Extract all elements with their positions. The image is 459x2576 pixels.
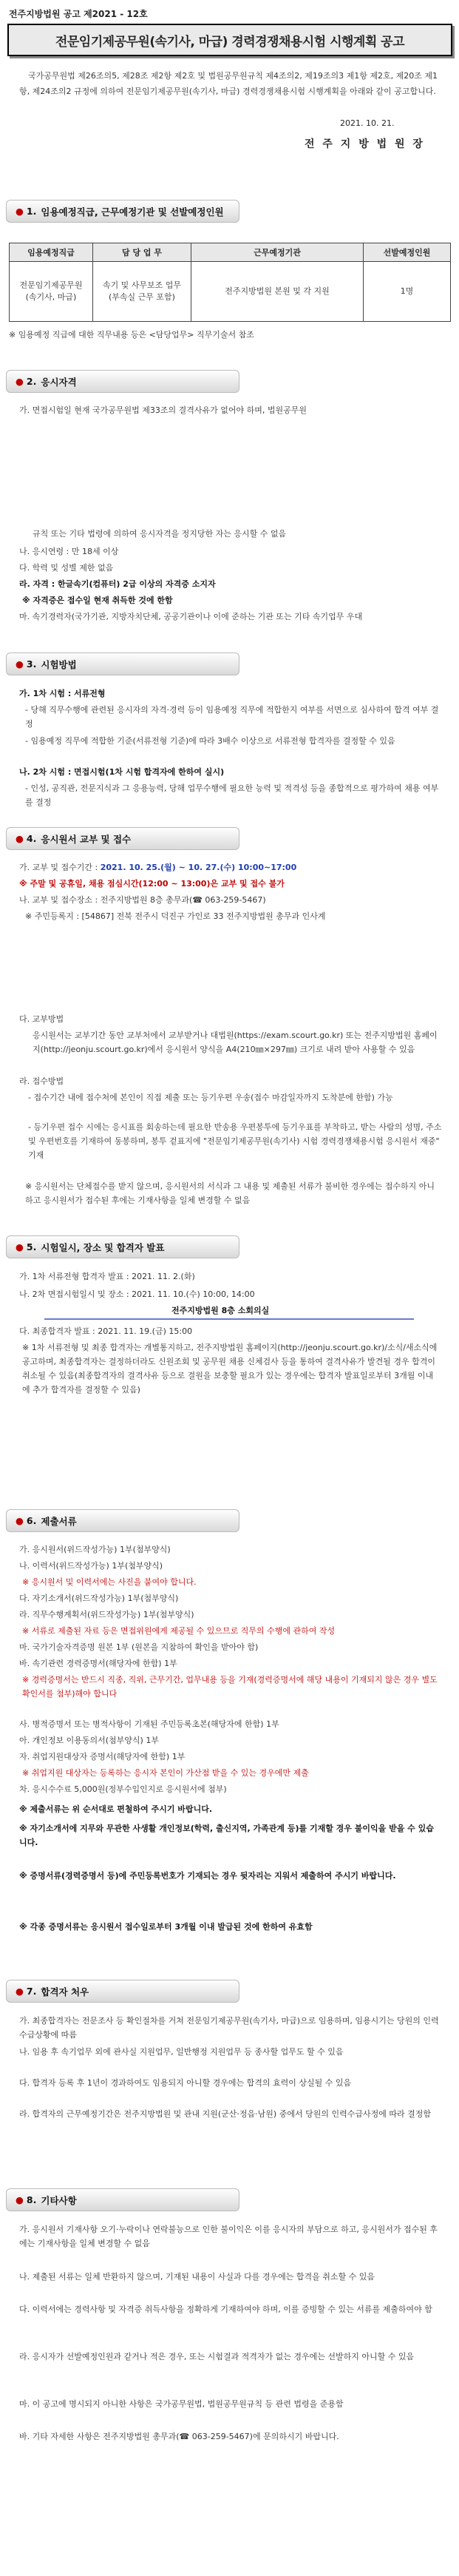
section-title: 응시자격 [41, 376, 77, 388]
etc-c: 다. 이력서에는 경력사항 및 자격증 취득사항을 정확하게 기재하여야 하며, 이를 증빙할 수 있는 서류를 제출하여야 함 [19, 2304, 432, 2314]
section-number: 3. [26, 658, 37, 670]
etc-e: 마. 이 공고에 명시되지 아니한 사항은 국가공무원법, 법원공무원규칙 등 관련 법령을 준용함 [19, 2399, 344, 2409]
eligibility-f: ※ 자격증은 접수일 현재 취득한 것에 한함 [22, 596, 173, 605]
divider [44, 1318, 414, 1320]
section-number: 4. [26, 833, 37, 844]
table-row [10, 262, 451, 322]
etc-d: 라. 응시자가 선발예정인원과 같거나 적은 경우, 또는 시험결과 적격자가 없는 경우에는 선발하지 아니할 수 있음 [19, 2352, 415, 2361]
table-cell: 1명 [364, 262, 451, 322]
bullet-icon: ● [16, 658, 24, 670]
treatment-c: 다. 합격자 등록 후 1년이 경과하여도 임용되지 아니할 경우에는 합격의 효력이 상실될 수 있음 [19, 2078, 352, 2088]
doc-r: ※ 각종 증명서류는 응시원서 접수일로부터 3개월 이내 발급된 것에 한하여 유효함 [19, 1922, 313, 1932]
notice-id: 전주지방법원 공고 제2021 - 12호 [9, 9, 148, 19]
doc-h: 바. 속기관련 경력증명서(해당자에 한함) 1부 [19, 1659, 177, 1668]
schedule-a: 가. 1차 서류전형 합격자 발표 : 2021. 11. 2.(화) [19, 1272, 195, 1281]
section-title: 기타사항 [41, 2194, 77, 2206]
section-title: 합격자 처우 [41, 1986, 89, 1997]
etc-a: 가. 응시원서 기재사항 오기·누락이나 연락불능으로 인한 불이익은 이를 응시자의 부담으로 하고, 응시원서가 접수된 후에는 기재사항을 일체 변경할 수 없음 [19, 2225, 438, 2248]
doc-f: ※ 서류로 제출된 자료 등은 면접위원에게 제공될 수 있으므로 직무의 수행에 관하여 작성 [22, 1626, 336, 1636]
method-d: 나. 2차 시험 : 면접시험(1차 시험 합격자에 한하여 실시) [19, 767, 225, 777]
bullet-icon: ● [16, 1241, 24, 1252]
doc-i: ※ 경력증명서는 반드시 직종, 직위, 근무기간, 업무내용 등을 기재(경력증명서에 해당 내용이 기재되지 않은 경우 별도 확인서를 첨부)해야 합니다 [22, 1675, 438, 1699]
section-header [6, 1235, 239, 1258]
bullet-icon: ● [16, 376, 24, 387]
eligibility-e: 라. 자격 : 한글속기(컴퓨터) 2급 이상의 자격증 소지자 [19, 579, 216, 589]
method-b: - 당해 직무수행에 관련된 응시자의 자격·경력 등이 임용예정 직무에 적합한지 여부를 서면으로 심사하여 합격 여부 결정 [25, 705, 439, 729]
application-a-label: 가. 교부 및 접수기간 : [19, 863, 98, 872]
doc-b: 나. 이력서(위드작성가능) 1부(첨부양식) [19, 1561, 163, 1571]
section-header [6, 653, 239, 675]
doc-n: 차. 응시수수료 5,000원(정부수입인지로 응시원서에 첨부) [19, 1784, 227, 1794]
section-number: 8. [26, 2194, 37, 2205]
application-h: - 접수기간 내에 접수처에 본인이 직접 제출 또는 등기우편 우송(접수 마감일자까지 도착분에 한함) 가능 [28, 1093, 393, 1102]
schedule-b: 나. 2차 면접시험일시 및 장소 : 2021. 11. 10.(수) 10:00, 14:00 [19, 1289, 255, 1299]
doc-c: ※ 응시원서 및 이력서에는 사진을 붙여야 합니다. [22, 1577, 197, 1587]
schedule-d: ※ 1차 서류전형 및 최종 합격자는 개별통지하고, 전주지방법원 홈페이지(http://jeonju.scourt.go.kr)/소식/새소식에 공고하며, 최종합격자는 결정하더라도 신원조회 및 공무원 채용 신체검사 등을 통하여 결격사유가 발견될 경우 합격이 취소될 수 있음(최종합격자의 결격사유 등으로 결원을 보충할 필요가 있는 경우에는 합격자 발표일로부터 3개월 이내에 추가 합격자를 결정할 수 있음) [22, 1343, 438, 1395]
table-header: 선발예정인원 [364, 243, 451, 262]
application-c: 나. 교부 및 접수장소 : 전주지방법원 8층 총무과(☎ 063-259-5467) [19, 895, 266, 905]
application-a-value: 2021. 10. 25.(월) ~ 10. 27.(수) 10:00~17:00 [100, 863, 297, 872]
table-header: 담 당 업 무 [93, 243, 191, 262]
doc-a: 가. 응시원서(위드작성가능) 1부(첨부양식) [19, 1545, 171, 1554]
bullet-icon: ● [16, 1515, 24, 1526]
doc-o: ※ 제출서류는 위 순서대로 편철하여 주시기 바랍니다. [19, 1804, 212, 1814]
section-header [6, 2188, 239, 2211]
application-i: - 등기우편 접수 시에는 응시표를 회송하는데 필요한 반송용 우편봉투에 등기우표를 부착하고, 받는 사람의 성명, 주소 및 우편번호를 기재하여 동봉하며, 봉투 겉표지에 "전문임기제공무원(속기사) 시험 경력경쟁채용시험 응시원서 재중" 기재 [28, 1122, 442, 1160]
positions-table [9, 243, 451, 322]
method-e: - 인성, 공직관, 전문지식과 그 응용능력, 당해 업무수행에 필요한 능력 및 적격성 등을 종합적으로 평가하여 채용 여부를 결정 [25, 783, 439, 807]
doc-m: ※ 취업지원 대상자는 등록하는 응시자 본인이 가산점 받을 수 있는 경우에만 제출 [22, 1768, 309, 1778]
application-g: 라. 접수방법 [19, 1076, 64, 1086]
method-a: 가. 1차 시험 : 서류전형 [19, 689, 106, 698]
eligibility-g: 마. 속기경력자(국가기관, 지방자치단체, 공공기관이나 이에 준하는 기관 또는 기타 속기업무 우대 [19, 612, 363, 621]
section-title: 임용예정직급, 근무예정기관 및 선발예정인원 [41, 206, 224, 218]
section-number: 7. [26, 1986, 37, 1997]
application-b: ※ 주말 및 공휴일, 채용 점심시간(12:00 ~ 13:00)은 교부 및 접수 불가 [19, 879, 285, 889]
application-a [19, 860, 296, 874]
section-number: 1. [26, 206, 37, 217]
section-title: 시험일시, 장소 및 합격자 발표 [41, 1241, 165, 1253]
application-d: ※ 주민등록지 : [54867] 전북 전주시 덕진구 가인로 33 전주지방법원 총무과 인사계 [25, 911, 326, 921]
section-title: 응시원서 교부 및 접수 [41, 833, 132, 845]
doc-l: 자. 취업지원대상자 증명서(해당자에 한함) 1부 [19, 1752, 186, 1761]
eligibility-a: 가. 면접시험일 현재 국가공무원법 제33조의 결격사유가 없어야 하며, 법원공무원 [19, 405, 307, 415]
application-j: ※ 응시원서는 단체접수를 받지 않으며, 응시원서의 서식과 그 내용 및 제출된 서류가 불비한 경우에는 접수하지 아니하고 응시원서가 접수된 후에는 기재사항을 일체 변경할 수 없음 [25, 1181, 435, 1205]
section-header [6, 1980, 239, 2003]
application-f: 응시원서는 교부기간 동안 교부처에서 교부받거나 대법원(https://exam.scourt.go.kr) 또는 전주지방법원 홈페이지(http://jeonju.scourt.go.kr)에서 응시원서 양식을 A4(210㎜×297㎜) 크기로 내려 받아 사용할 수 있음 [33, 1031, 438, 1054]
method-c: - 임용예정 직무에 적합한 기준(서류전형 기준)에 따라 3배수 이상으로 서류전형 합격자를 결정할 수 있음 [25, 736, 395, 746]
page-title: 전문임기제공무원(속기사, 마급) 경력경쟁채용시험 시행계획 공고 [7, 24, 452, 56]
bullet-icon: ● [16, 1986, 24, 1997]
table-cell: 전주지방법원 본원 및 각 지원 [191, 262, 364, 322]
doc-p: ※ 자기소개서에 지무와 무관한 사생활 개인정보(학력, 출신지역, 가족관계 등)를 기재할 경우 불이익을 받을 수 있습니다. [19, 1824, 434, 1847]
doc-g: 마. 국가기술자격증명 원본 1부 (원본을 지참하여 확인을 받아야 함) [19, 1642, 259, 1652]
doc-k: 아. 개인정보 이용동의서(첨부양식) 1부 [19, 1736, 159, 1745]
section-title: 제출서류 [41, 1515, 77, 1527]
doc-e: 라. 직무수행계획서(위드작성가능) 1부(첨부양식) [19, 1610, 194, 1619]
issuer: 전 주 지 방 법 원 장 [305, 138, 425, 150]
eligibility-b: 규칙 또는 기타 법령에 의하여 응시자격을 정지당한 자는 응시할 수 없음 [33, 529, 287, 539]
eligibility-d: 다. 학력 및 성별 제한 없음 [19, 563, 114, 573]
section-header [6, 827, 239, 850]
doc-d: 다. 자기소개서(위드작성가능) 1부(첨부양식) [19, 1594, 179, 1603]
treatment-b: 나. 임용 후 속기업무 외에 관사실 지원업무, 일반행정 지원업무 등 종사할 업무도 할 수 있음 [19, 2047, 344, 2057]
treatment-a: 가. 최종합격자는 전문조사 등 확인절차를 거쳐 전문임기제공무원(속기사, 마급)으로 임용하며, 임용시기는 당원의 인력수급상황에 따름 [19, 2016, 439, 2040]
schedule-c: 다. 최종합격자 발표 : 2021. 11. 19.(금) 15:00 [19, 1326, 193, 1336]
doc-j: 사. 병적증명서 또는 병적사항이 기재된 주민등록초본(해당자에 한함) 1부 [19, 1719, 279, 1729]
section-header [6, 370, 239, 393]
eligibility-c: 나. 응시연령 : 만 18세 이상 [19, 547, 119, 556]
section-title: 시험방법 [41, 658, 77, 670]
application-e: 다. 교부방법 [19, 1014, 64, 1024]
bullet-icon: ● [16, 206, 24, 217]
section-header [6, 1509, 239, 1532]
table-cell: 속기 및 사무보조 업무(부속실 근무 포함) [93, 262, 191, 322]
section-number: 6. [26, 1515, 37, 1526]
intro-text: 국가공무원법 제26조의5, 제28조 제2항 제2호 및 법원공무원규칙 제4조의2, 제19조의3 제1항 제2호, 제20조 제1항, 제24조의2 규정에 의하여 전문임기제공무원(속기사, 마급) 경력경쟁채용시험 시행계획을 아래와 같이 공고합니다. [19, 71, 438, 96]
section-number: 2. [26, 376, 37, 387]
section-header [6, 200, 239, 223]
table-header: 임용예정직급 [10, 243, 93, 262]
bullet-icon: ● [16, 833, 24, 844]
etc-b: 나. 제출된 서류는 일체 반환하지 않으며, 기재된 내용이 사실과 다를 경우에는 합격을 취소할 수 있음 [19, 2272, 375, 2282]
table-note: ※ 임용예정 직급에 대한 직무내용 등은 <담당업무> 직무기술서 참조 [9, 330, 254, 340]
section-number: 5. [26, 1241, 37, 1252]
table-cell: 전문임기제공무원(속기사, 마급) [10, 262, 93, 322]
table-header: 근무예정기관 [191, 243, 364, 262]
bullet-icon: ● [16, 2194, 24, 2205]
treatment-d: 라. 합격자의 근무예정기간은 전주지방법원 및 관내 지원(군산·정읍·남원) 중에서 당원의 인력수급사정에 따라 결정함 [19, 2109, 431, 2119]
notice-date: 2021. 10. 21. [340, 118, 395, 128]
etc-f: 바. 기타 자세한 사항은 전주지방법원 총무과(☎ 063-259-5467)에 문의하시기 바랍니다. [19, 2432, 339, 2441]
schedule-b2: 전주지방법원 8층 소회의실 [171, 1306, 270, 1315]
doc-q: ※ 증명서류(경력증명서 등)에 주민등록번호가 기재되는 경우 뒷자리는 지워서 제출하여 주시기 바랍니다. [19, 1871, 396, 1881]
